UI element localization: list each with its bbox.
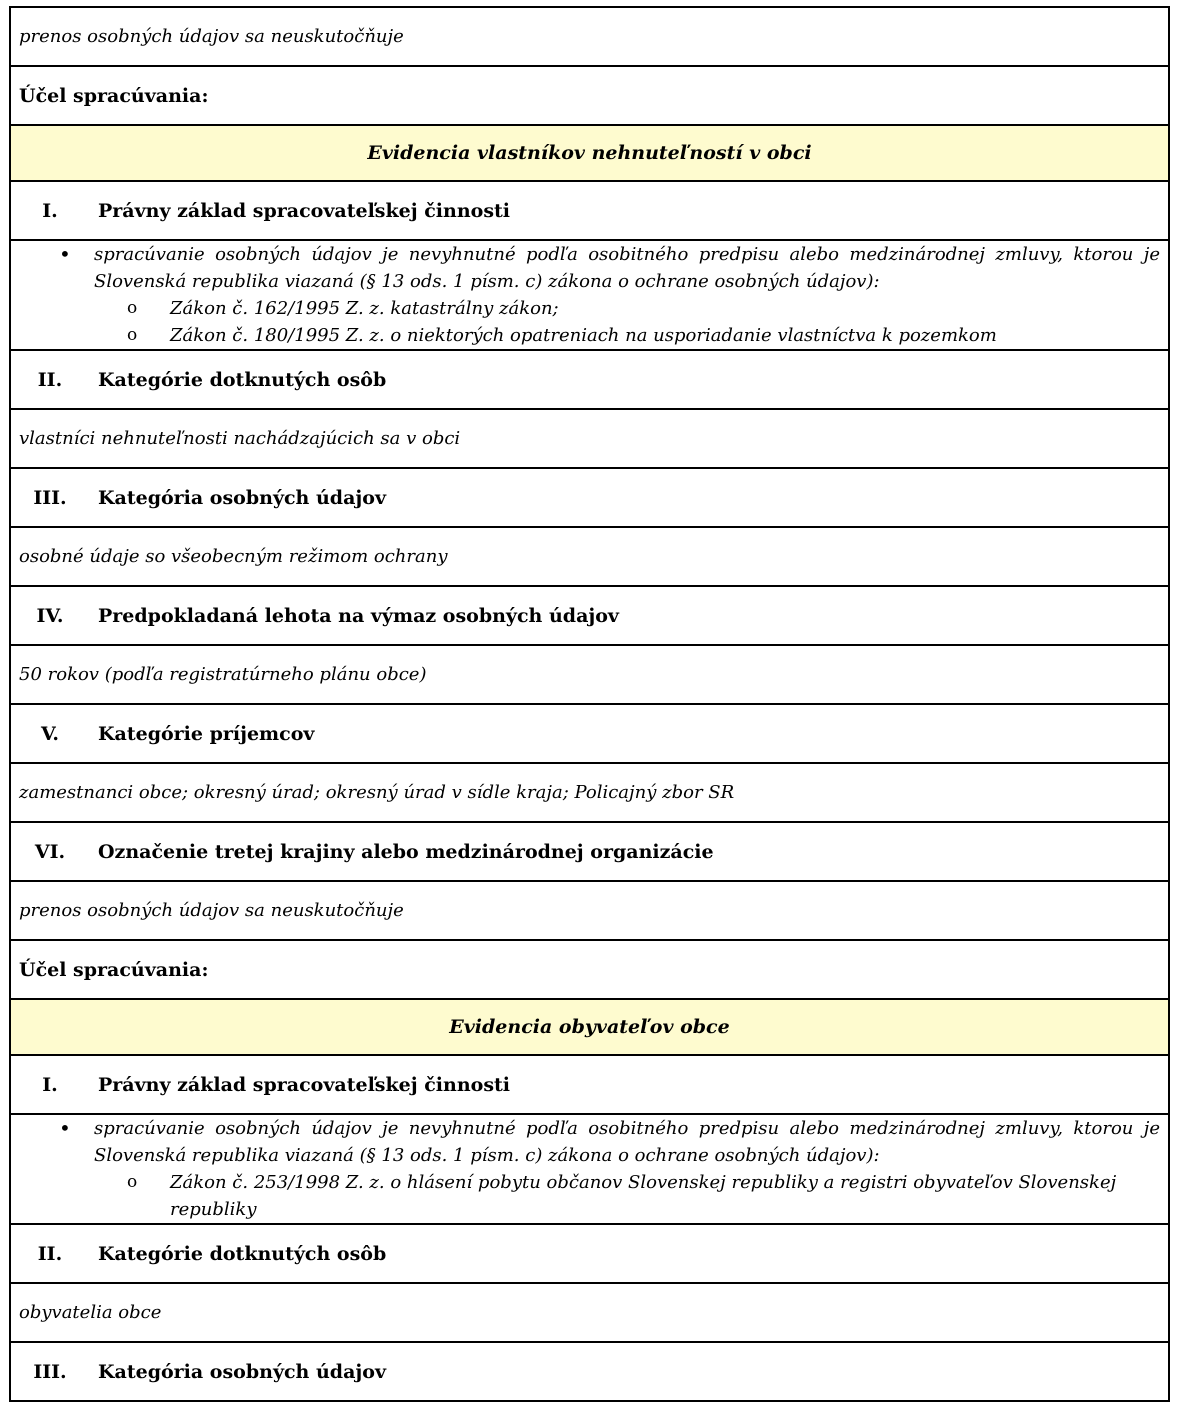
section-heading <box>19 369 1160 391</box>
section-number: I. <box>42 199 58 222</box>
section-title: Kategórie príjemcov <box>98 722 315 745</box>
section-heading <box>19 200 1160 222</box>
section-heading-cell <box>10 1055 1169 1114</box>
section-number: VI. <box>34 840 66 863</box>
section-title: Kategórie dotknutých osôb <box>98 1242 387 1265</box>
section-number: III. <box>33 486 67 509</box>
legal-basis-list <box>19 241 1160 349</box>
section-number: III. <box>33 1360 67 1383</box>
legal-basis-item <box>19 241 1160 349</box>
law-item: o Zákon č. 162/1995 Z. z. katastrálny zákon; <box>94 295 1160 322</box>
legal-basis-text: spracúvanie osobných údajov je nevyhnutné podľa osobitného predpisu alebo medzinárodnej zmluvy, ktorou je Slovenská republika viazaná (§ 13 ods. 1 písm. c) zákona o ochrane osobných údajov): <box>94 244 1160 292</box>
row-text: osobné údaje so všeobecným režimom ochrany <box>10 527 1169 586</box>
section-title: Predpokladaná lehota na výmaz osobných údajov <box>98 604 619 627</box>
text-row <box>10 763 1169 822</box>
legal-basis-row <box>10 240 1169 350</box>
section-heading-row <box>10 704 1169 763</box>
legal-basis-list <box>19 1115 1160 1223</box>
section-heading <box>19 841 1160 863</box>
purpose-label-row <box>10 940 1169 999</box>
purpose-title-row <box>10 125 1169 181</box>
legal-basis-cell <box>10 240 1169 350</box>
section-heading <box>19 1243 1160 1265</box>
section-heading-row <box>10 822 1169 881</box>
purpose-title: Evidencia obyvateľov obce <box>10 999 1169 1055</box>
row-text: zamestnanci obce; okresný úrad; okresný úrad v sídle kraja; Policajný zbor SR <box>10 763 1169 822</box>
section-heading <box>19 487 1160 509</box>
law-item: o Zákon č. 253/1998 Z. z. o hlásení pobytu občanov Slovenskej republiky a registri obyvateľov Slovenskej republiky <box>94 1169 1160 1223</box>
section-heading-row <box>10 181 1169 240</box>
law-list <box>94 1169 1160 1223</box>
section-heading-cell <box>10 468 1169 527</box>
text-row <box>10 1283 1169 1342</box>
section-number: II. <box>37 368 63 391</box>
legal-basis-item <box>19 1115 1160 1223</box>
section-heading-cell <box>10 350 1169 409</box>
section-heading-row <box>10 1224 1169 1283</box>
record-table-body <box>10 7 1169 1401</box>
text-row <box>10 881 1169 940</box>
record-table <box>9 6 1170 1402</box>
purpose-label-row <box>10 66 1169 125</box>
section-heading-row <box>10 1055 1169 1114</box>
row-text: 50 rokov (podľa registratúrneho plánu obce) <box>10 645 1169 704</box>
text-row <box>10 409 1169 468</box>
section-number: I. <box>42 1073 58 1096</box>
purpose-label: Účel spracúvania: <box>10 66 1169 125</box>
section-number: V. <box>40 722 60 745</box>
purpose-label: Účel spracúvania: <box>10 940 1169 999</box>
law-list <box>94 295 1160 349</box>
section-heading <box>19 605 1160 627</box>
text-row <box>10 527 1169 586</box>
row-text: obyvatelia obce <box>10 1283 1169 1342</box>
section-heading-cell <box>10 586 1169 645</box>
section-heading-row <box>10 1342 1169 1401</box>
section-heading <box>19 1074 1160 1096</box>
legal-basis-cell <box>10 1114 1169 1224</box>
section-title: Právny základ spracovateľskej činnosti <box>98 199 511 222</box>
section-heading-cell <box>10 704 1169 763</box>
section-number: IV. <box>36 604 64 627</box>
section-heading-row <box>10 350 1169 409</box>
row-text: vlastníci nehnuteľnosti nachádzajúcich sa v obci <box>10 409 1169 468</box>
section-heading-row <box>10 468 1169 527</box>
text-row <box>10 645 1169 704</box>
document-page <box>9 6 1170 1402</box>
section-heading-cell <box>10 822 1169 881</box>
legal-basis-text: spracúvanie osobných údajov je nevyhnutné podľa osobitného predpisu alebo medzinárodnej zmluvy, ktorou je Slovenská republika viazaná (§ 13 ods. 1 písm. c) zákona o ochrane osobných údajov): <box>94 1118 1160 1166</box>
text-row <box>10 7 1169 66</box>
section-heading <box>19 723 1160 745</box>
section-title: Právny základ spracovateľskej činnosti <box>98 1073 511 1096</box>
section-title: Označenie tretej krajiny alebo medzinárodnej organizácie <box>98 840 714 863</box>
legal-basis-row <box>10 1114 1169 1224</box>
row-text: prenos osobných údajov sa neuskutočňuje <box>10 881 1169 940</box>
purpose-title: Evidencia vlastníkov nehnuteľností v obci <box>10 125 1169 181</box>
section-title: Kategória osobných údajov <box>98 1360 386 1383</box>
section-title: Kategória osobných údajov <box>98 486 386 509</box>
section-heading-row <box>10 586 1169 645</box>
section-number: II. <box>37 1242 63 1265</box>
section-title: Kategórie dotknutých osôb <box>98 368 387 391</box>
section-heading-cell <box>10 1224 1169 1283</box>
section-heading-cell <box>10 1342 1169 1401</box>
section-heading-cell <box>10 181 1169 240</box>
section-heading <box>19 1361 1160 1383</box>
row-text: prenos osobných údajov sa neuskutočňuje <box>10 7 1169 66</box>
purpose-title-row <box>10 999 1169 1055</box>
law-item: o Zákon č. 180/1995 Z. z. o niektorých opatreniach na usporiadanie vlastníctva k pozemkom <box>94 322 1160 349</box>
